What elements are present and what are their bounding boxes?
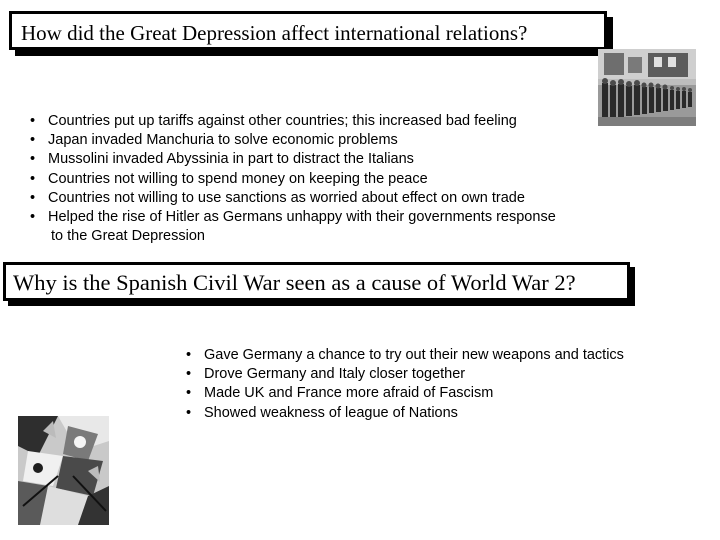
list-item-text: Made UK and France more afraid of Fascism bbox=[204, 385, 494, 402]
list-item bbox=[30, 131, 556, 150]
bullet-glyph: • bbox=[30, 209, 36, 226]
bullet-glyph: • bbox=[30, 132, 36, 149]
list-item-text: Countries not willing to use sanctions as worried about effect on own trade bbox=[48, 189, 525, 206]
list-item-continuation: to the Great Depression bbox=[51, 228, 205, 245]
list-item bbox=[186, 346, 624, 365]
list-item bbox=[30, 170, 556, 189]
section2-list bbox=[186, 346, 624, 423]
list-item bbox=[30, 189, 556, 208]
section1-list bbox=[30, 112, 556, 246]
list-item-text: Helped the rise of Hitler as Germans unhappy with their governments response bbox=[48, 209, 556, 226]
list-item-text: Countries not willing to spend money on keeping the peace bbox=[48, 170, 428, 187]
bullet-glyph: • bbox=[30, 189, 36, 206]
list-item bbox=[30, 208, 556, 227]
guernica-painting bbox=[18, 416, 109, 525]
bullet-glyph: • bbox=[186, 385, 192, 402]
bullet-glyph: • bbox=[186, 366, 192, 383]
bullet-glyph: • bbox=[186, 404, 192, 421]
list-item bbox=[186, 404, 624, 423]
list-item-text: Countries put up tariffs against other countries; this increased bad feeling bbox=[48, 113, 517, 129]
bullet-glyph: • bbox=[30, 113, 36, 129]
section2-title: Why is the Spanish Civil War seen as a cause of World War 2? bbox=[3, 262, 630, 301]
depression-queue-photo bbox=[598, 49, 696, 126]
bullet-glyph: • bbox=[30, 170, 36, 187]
list-item-text: Drove Germany and Italy closer together bbox=[204, 366, 466, 383]
list-item bbox=[186, 384, 624, 403]
list-item bbox=[30, 112, 556, 131]
list-item-text: Showed weakness of league of Nations bbox=[204, 404, 458, 421]
bullet-glyph: • bbox=[30, 151, 36, 168]
list-item-text: Mussolini invaded Abyssinia in part to distract the Italians bbox=[48, 151, 414, 168]
section1-title: How did the Great Depression affect international relations? bbox=[9, 11, 607, 50]
list-item bbox=[186, 365, 624, 384]
list-item-text: Japan invaded Manchuria to solve economic problems bbox=[48, 132, 398, 149]
list-item-text: Gave Germany a chance to try out their new weapons and tactics bbox=[204, 347, 624, 363]
list-item bbox=[30, 150, 556, 169]
bullet-glyph: • bbox=[186, 347, 192, 363]
